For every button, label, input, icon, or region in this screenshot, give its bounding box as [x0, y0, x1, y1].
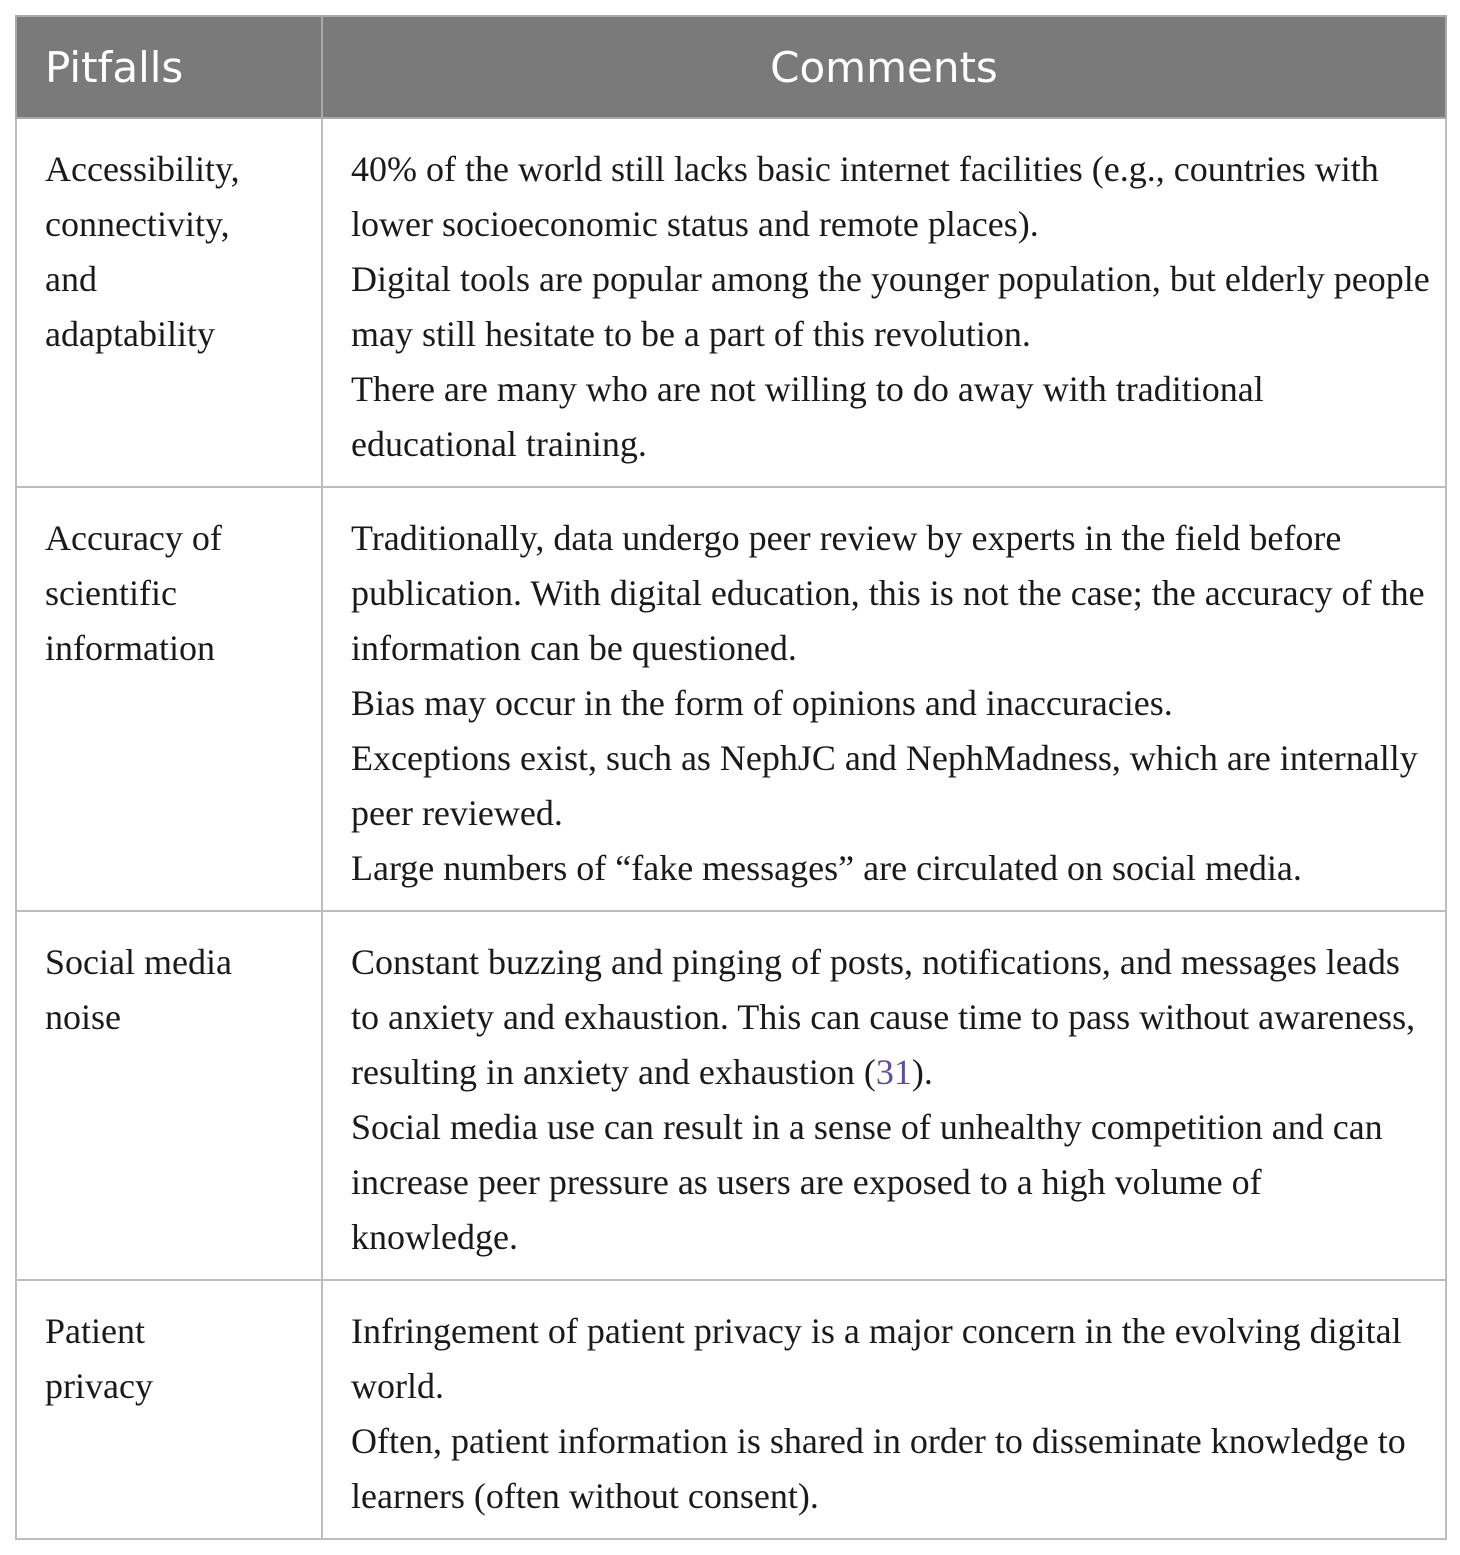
comments-cell: [322, 118, 1446, 487]
comment-paragraph: Exceptions exist, such as NephJC and NephMadness, which are internally peer reviewed.: [351, 738, 1418, 833]
reference-link[interactable]: 31: [875, 1052, 912, 1092]
pitfall-cell: [16, 911, 322, 1280]
pitfall-text: connectivity,: [45, 204, 230, 244]
table-row: [16, 118, 1446, 487]
pitfall-text: information: [45, 628, 215, 668]
pitfall-text: noise: [45, 997, 121, 1037]
header-row: [16, 16, 1446, 118]
comments-cell: [322, 487, 1446, 911]
pitfall-text: privacy: [45, 1366, 153, 1406]
comment-paragraph: Digital tools are popular among the younger population, but elderly people may still hesitate to be a part of this revolution.: [351, 259, 1430, 354]
comments-cell: [322, 1280, 1446, 1539]
pitfall-text: adaptability: [45, 314, 215, 354]
pitfall-text: Accessibility,: [45, 149, 240, 189]
table-row: [16, 1280, 1446, 1539]
comment-paragraph: Bias may occur in the form of opinions and inaccuracies.: [351, 683, 1173, 723]
pitfall-cell: [16, 118, 322, 487]
table-row: [16, 911, 1446, 1280]
comments-cell: [322, 911, 1446, 1280]
comment-paragraph: Large numbers of “fake messages” are circulated on social media.: [351, 848, 1302, 888]
pitfall-text: and: [45, 259, 97, 299]
pitfall-text: Social media: [45, 942, 232, 982]
pitfall-text: scientific: [45, 573, 177, 613]
table-row: [16, 487, 1446, 911]
pitfall-cell: [16, 1280, 322, 1539]
pitfall-cell: [16, 487, 322, 911]
comment-paragraph: Traditionally, data undergo peer review by experts in the field before publication. With digital education, this is not the case; the accuracy of the information can be questioned.: [351, 518, 1425, 668]
comment-paragraph: Infringement of patient privacy is a major concern in the evolving digital world.: [351, 1311, 1402, 1406]
comment-paragraph: Often, patient information is shared in order to disseminate knowledge to learners (often without consent).: [351, 1421, 1406, 1516]
comment-text: Constant buzzing and pinging of posts, notifications, and messages leads to anxiety and exhaustion. This can cause time to pass without awareness, resulting in anxiety and exhaustion (: [351, 942, 1416, 1092]
header-pitfalls: Pitfalls: [16, 16, 322, 118]
pitfalls-table: [15, 15, 1447, 1540]
pitfall-text: Patient: [45, 1311, 145, 1351]
comment-text: ).: [911, 1052, 933, 1092]
comment-paragraph: 40% of the world still lacks basic internet facilities (e.g., countries with lower socioeconomic status and remote places).: [351, 149, 1379, 244]
comment-paragraph: There are many who are not willing to do away with traditional educational training.: [351, 369, 1264, 464]
header-comments: Comments: [322, 16, 1446, 118]
comment-paragraph: [351, 935, 1431, 1100]
comment-paragraph: Social media use can result in a sense of unhealthy competition and can increase peer pressure as users are exposed to a high volume of knowledge.: [351, 1107, 1383, 1257]
pitfall-text: Accuracy of: [45, 518, 222, 558]
